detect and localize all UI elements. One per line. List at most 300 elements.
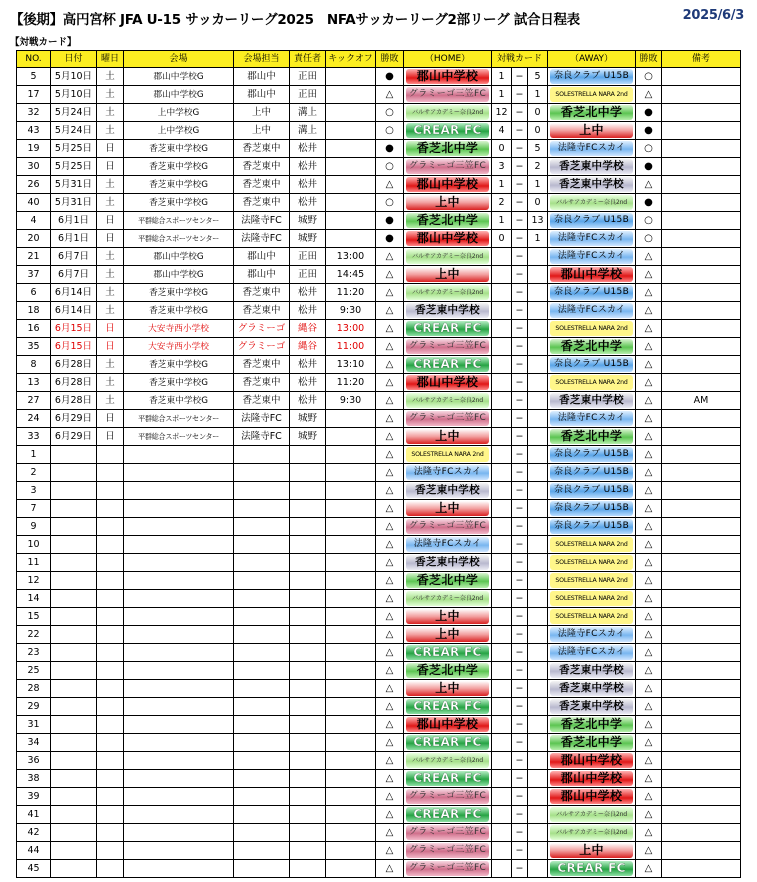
home-score — [492, 482, 512, 500]
responsible-person — [290, 536, 326, 554]
result-away: ● — [636, 158, 662, 176]
match-date: 6月29日 — [51, 428, 97, 446]
away-team — [548, 626, 636, 644]
result-home: △ — [376, 284, 404, 302]
responsible-person — [290, 446, 326, 464]
table-row — [17, 824, 741, 842]
match-note — [662, 734, 741, 752]
col-kickoff: キックオフ — [326, 51, 376, 68]
match-day — [97, 824, 124, 842]
table-row — [17, 644, 741, 662]
match-day: 日 — [97, 230, 124, 248]
score-separator: − — [512, 752, 528, 770]
result-away: △ — [636, 356, 662, 374]
table-row — [17, 392, 741, 410]
away-team — [548, 68, 636, 86]
match-day — [97, 572, 124, 590]
result-away: △ — [636, 554, 662, 572]
match-day — [97, 626, 124, 644]
result-home: △ — [376, 788, 404, 806]
team-badge: 奈良クラブ U15B — [550, 447, 633, 462]
match-note — [662, 842, 741, 860]
result-home: △ — [376, 482, 404, 500]
match-no: 16 — [17, 320, 51, 338]
result-away: ● — [636, 122, 662, 140]
score-separator: − — [512, 662, 528, 680]
venue-host — [234, 752, 290, 770]
home-team — [404, 356, 492, 374]
match-venue — [124, 824, 234, 842]
table-row — [17, 68, 741, 86]
home-score — [492, 464, 512, 482]
home-team — [404, 284, 492, 302]
match-no: 40 — [17, 194, 51, 212]
home-team — [404, 608, 492, 626]
match-no: 13 — [17, 374, 51, 392]
kickoff-time: 14:45 — [326, 266, 376, 284]
away-team — [548, 644, 636, 662]
table-row — [17, 572, 741, 590]
table-row — [17, 500, 741, 518]
responsible-person: 松井 — [290, 140, 326, 158]
away-team — [548, 158, 636, 176]
away-score — [528, 770, 548, 788]
match-no: 35 — [17, 338, 51, 356]
result-away: △ — [636, 500, 662, 518]
result-home: △ — [376, 806, 404, 824]
kickoff-time — [326, 230, 376, 248]
team-badge: 法隆寺FCスカイ — [550, 231, 633, 246]
score-separator: − — [512, 410, 528, 428]
table-row — [17, 410, 741, 428]
score-separator: − — [512, 140, 528, 158]
table-row — [17, 194, 741, 212]
score-separator: − — [512, 374, 528, 392]
match-day: 土 — [97, 266, 124, 284]
match-date: 5月24日 — [51, 104, 97, 122]
responsible-person: 正田 — [290, 266, 326, 284]
away-score: 1 — [528, 86, 548, 104]
table-row — [17, 662, 741, 680]
away-team — [548, 860, 636, 878]
result-away: △ — [636, 464, 662, 482]
home-score — [492, 374, 512, 392]
match-note — [662, 464, 741, 482]
responsible-person: 松井 — [290, 194, 326, 212]
home-score — [492, 302, 512, 320]
match-note — [662, 752, 741, 770]
match-date — [51, 518, 97, 536]
match-note — [662, 284, 741, 302]
match-date — [51, 824, 97, 842]
match-venue — [124, 608, 234, 626]
kickoff-time — [326, 770, 376, 788]
match-venue: 香芝東中学校G — [124, 356, 234, 374]
match-day — [97, 482, 124, 500]
home-score — [492, 392, 512, 410]
home-score — [492, 716, 512, 734]
kickoff-time — [326, 860, 376, 878]
team-badge: SOLESTRELLA NARA 2nd — [550, 591, 633, 606]
home-team — [404, 410, 492, 428]
away-score: 1 — [528, 176, 548, 194]
score-separator: − — [512, 680, 528, 698]
match-day — [97, 500, 124, 518]
result-home: △ — [376, 248, 404, 266]
match-venue: 大安寺西小学校 — [124, 338, 234, 356]
match-date: 6月15日 — [51, 338, 97, 356]
result-away: △ — [636, 428, 662, 446]
match-date — [51, 770, 97, 788]
result-away: △ — [636, 482, 662, 500]
match-note — [662, 356, 741, 374]
result-away: △ — [636, 752, 662, 770]
home-team — [404, 176, 492, 194]
score-separator: − — [512, 860, 528, 878]
home-team — [404, 752, 492, 770]
home-team — [404, 302, 492, 320]
match-note — [662, 590, 741, 608]
home-team — [404, 536, 492, 554]
away-score — [528, 320, 548, 338]
team-badge: 法隆寺FCスカイ — [550, 141, 633, 156]
venue-host — [234, 518, 290, 536]
kickoff-time — [326, 662, 376, 680]
kickoff-time — [326, 806, 376, 824]
result-home: ○ — [376, 158, 404, 176]
venue-host: 郡山中 — [234, 86, 290, 104]
venue-host: 法隆寺FC — [234, 428, 290, 446]
home-team — [404, 716, 492, 734]
responsible-person — [290, 644, 326, 662]
match-note — [662, 428, 741, 446]
match-date: 5月25日 — [51, 158, 97, 176]
result-home: △ — [376, 302, 404, 320]
away-team — [548, 500, 636, 518]
away-score: 5 — [528, 68, 548, 86]
away-team — [548, 374, 636, 392]
away-score — [528, 644, 548, 662]
match-day: 土 — [97, 122, 124, 140]
match-note — [662, 158, 741, 176]
away-score: 0 — [528, 122, 548, 140]
result-home: △ — [376, 464, 404, 482]
score-separator: − — [512, 284, 528, 302]
team-badge: バルサアカデミー奈良2nd — [406, 591, 489, 606]
result-away: △ — [636, 86, 662, 104]
home-score — [492, 842, 512, 860]
home-team — [404, 554, 492, 572]
score-separator: − — [512, 104, 528, 122]
home-score — [492, 734, 512, 752]
result-home: △ — [376, 338, 404, 356]
match-no: 32 — [17, 104, 51, 122]
away-score — [528, 626, 548, 644]
table-row — [17, 788, 741, 806]
away-score — [528, 518, 548, 536]
table-row — [17, 734, 741, 752]
home-team — [404, 500, 492, 518]
responsible-person: 縄谷 — [290, 338, 326, 356]
away-team — [548, 518, 636, 536]
match-no: 4 — [17, 212, 51, 230]
team-badge: 郡山中学校 — [406, 177, 489, 192]
match-venue: 香芝東中学校G — [124, 194, 234, 212]
result-home: ● — [376, 68, 404, 86]
team-badge: SOLESTRELLA NARA 2nd — [550, 537, 633, 552]
responsible-person — [290, 572, 326, 590]
result-away: △ — [636, 626, 662, 644]
away-score — [528, 680, 548, 698]
match-day: 土 — [97, 374, 124, 392]
match-day: 土 — [97, 392, 124, 410]
kickoff-time — [326, 212, 376, 230]
match-note — [662, 554, 741, 572]
away-team — [548, 554, 636, 572]
team-badge: 奈良クラブ U15B — [550, 483, 633, 498]
kickoff-time — [326, 788, 376, 806]
kickoff-time — [326, 752, 376, 770]
kickoff-time — [326, 140, 376, 158]
away-team — [548, 428, 636, 446]
away-team — [548, 410, 636, 428]
match-venue — [124, 716, 234, 734]
score-separator: − — [512, 842, 528, 860]
result-home: △ — [376, 644, 404, 662]
match-venue — [124, 446, 234, 464]
result-away: △ — [636, 716, 662, 734]
kickoff-time — [326, 608, 376, 626]
table-row — [17, 608, 741, 626]
match-note — [662, 788, 741, 806]
match-date — [51, 662, 97, 680]
away-team — [548, 716, 636, 734]
home-score — [492, 338, 512, 356]
table-row — [17, 716, 741, 734]
away-team — [548, 338, 636, 356]
match-no: 38 — [17, 770, 51, 788]
match-date — [51, 626, 97, 644]
match-no: 18 — [17, 302, 51, 320]
team-badge: 郡山中学校 — [550, 771, 633, 786]
match-day — [97, 770, 124, 788]
match-no: 22 — [17, 626, 51, 644]
away-team — [548, 770, 636, 788]
team-badge: バルサアカデミー奈良2nd — [406, 753, 489, 768]
home-team — [404, 572, 492, 590]
table-row — [17, 626, 741, 644]
match-no: 39 — [17, 788, 51, 806]
responsible-person: 松井 — [290, 356, 326, 374]
venue-host — [234, 590, 290, 608]
match-note — [662, 500, 741, 518]
team-badge: 香芝北中学 — [550, 735, 633, 750]
venue-host: 香芝東中 — [234, 284, 290, 302]
kickoff-time: 13:00 — [326, 248, 376, 266]
team-badge: CREAR FC — [406, 645, 489, 660]
table-row — [17, 770, 741, 788]
team-badge: 奈良クラブ U15B — [550, 501, 633, 516]
home-team — [404, 626, 492, 644]
home-team — [404, 248, 492, 266]
home-score: 1 — [492, 68, 512, 86]
table-row — [17, 104, 741, 122]
responsible-person — [290, 806, 326, 824]
team-badge: 上中 — [406, 609, 489, 624]
responsible-person — [290, 590, 326, 608]
away-score: 1 — [528, 230, 548, 248]
away-team — [548, 806, 636, 824]
result-away: △ — [636, 176, 662, 194]
match-venue: 香芝東中学校G — [124, 140, 234, 158]
match-date: 6月1日 — [51, 212, 97, 230]
table-row — [17, 176, 741, 194]
venue-host: 郡山中 — [234, 248, 290, 266]
match-venue — [124, 572, 234, 590]
team-badge: グラミーゴ三笠FC — [406, 789, 489, 804]
table-row — [17, 122, 741, 140]
away-team — [548, 680, 636, 698]
match-note — [662, 212, 741, 230]
team-badge: 奈良クラブ U15B — [550, 357, 633, 372]
venue-host — [234, 482, 290, 500]
home-score: 0 — [492, 140, 512, 158]
match-note — [662, 230, 741, 248]
responsible-person: 城野 — [290, 230, 326, 248]
match-day: 日 — [97, 158, 124, 176]
match-no: 17 — [17, 86, 51, 104]
table-row — [17, 680, 741, 698]
match-venue — [124, 464, 234, 482]
score-separator: − — [512, 194, 528, 212]
home-score — [492, 500, 512, 518]
home-team — [404, 698, 492, 716]
match-note — [662, 140, 741, 158]
venue-host: グラミーゴ — [234, 338, 290, 356]
match-note — [662, 248, 741, 266]
score-separator: − — [512, 392, 528, 410]
venue-host — [234, 536, 290, 554]
score-separator: − — [512, 68, 528, 86]
header-row — [17, 51, 741, 68]
table-row — [17, 482, 741, 500]
match-date — [51, 860, 97, 878]
score-separator: − — [512, 320, 528, 338]
result-home: △ — [376, 698, 404, 716]
venue-host — [234, 680, 290, 698]
table-row — [17, 230, 741, 248]
venue-host — [234, 644, 290, 662]
result-home: ○ — [376, 122, 404, 140]
home-score — [492, 446, 512, 464]
match-date: 5月10日 — [51, 68, 97, 86]
match-venue — [124, 482, 234, 500]
home-score — [492, 752, 512, 770]
kickoff-time — [326, 176, 376, 194]
away-score: 5 — [528, 140, 548, 158]
home-score — [492, 770, 512, 788]
match-date: 6月14日 — [51, 302, 97, 320]
kickoff-time — [326, 626, 376, 644]
away-team — [548, 248, 636, 266]
match-date — [51, 644, 97, 662]
venue-host — [234, 698, 290, 716]
team-badge: 郡山中学校 — [550, 267, 633, 282]
match-venue — [124, 680, 234, 698]
home-score — [492, 680, 512, 698]
match-venue: 平群総合スポーツセンター — [124, 212, 234, 230]
result-away: △ — [636, 806, 662, 824]
away-team — [548, 446, 636, 464]
match-venue — [124, 770, 234, 788]
match-venue — [124, 590, 234, 608]
result-home: △ — [376, 392, 404, 410]
team-badge: 香芝東中学校 — [550, 663, 633, 678]
result-home: △ — [376, 446, 404, 464]
team-badge: SOLESTRELLA NARA 2nd — [550, 375, 633, 390]
team-badge: 上中 — [550, 123, 633, 138]
team-badge: SOLESTRELLA NARA 2nd — [550, 87, 633, 102]
match-venue — [124, 734, 234, 752]
match-venue: 平群総合スポーツセンター — [124, 410, 234, 428]
kickoff-time — [326, 842, 376, 860]
match-day: 日 — [97, 320, 124, 338]
kickoff-time — [326, 68, 376, 86]
home-score: 1 — [492, 212, 512, 230]
match-day — [97, 788, 124, 806]
away-team — [548, 140, 636, 158]
home-team — [404, 374, 492, 392]
responsible-person: 松井 — [290, 392, 326, 410]
kickoff-time — [326, 104, 376, 122]
match-day — [97, 806, 124, 824]
match-date: 6月28日 — [51, 356, 97, 374]
match-date — [51, 482, 97, 500]
match-note — [662, 410, 741, 428]
match-note — [662, 626, 741, 644]
match-note — [662, 194, 741, 212]
away-score — [528, 374, 548, 392]
home-score — [492, 284, 512, 302]
result-away: △ — [636, 590, 662, 608]
responsible-person: 溝上 — [290, 104, 326, 122]
score-separator: − — [512, 770, 528, 788]
venue-host — [234, 806, 290, 824]
table-row — [17, 374, 741, 392]
match-venue — [124, 842, 234, 860]
page-title — [10, 8, 752, 30]
match-note — [662, 86, 741, 104]
section-label: 【対戦カード】 — [10, 37, 77, 48]
match-date — [51, 536, 97, 554]
match-no: 19 — [17, 140, 51, 158]
table-row — [17, 536, 741, 554]
team-badge: CREAR FC — [406, 357, 489, 372]
team-badge: 法隆寺FCスカイ — [550, 645, 633, 660]
result-home: △ — [376, 266, 404, 284]
result-away: △ — [636, 446, 662, 464]
team-badge: 上中 — [550, 843, 633, 858]
away-score — [528, 824, 548, 842]
result-home: △ — [376, 572, 404, 590]
result-away: △ — [636, 392, 662, 410]
match-note — [662, 104, 741, 122]
match-date — [51, 572, 97, 590]
away-team — [548, 608, 636, 626]
kickoff-time — [326, 716, 376, 734]
home-score — [492, 320, 512, 338]
away-team — [548, 698, 636, 716]
